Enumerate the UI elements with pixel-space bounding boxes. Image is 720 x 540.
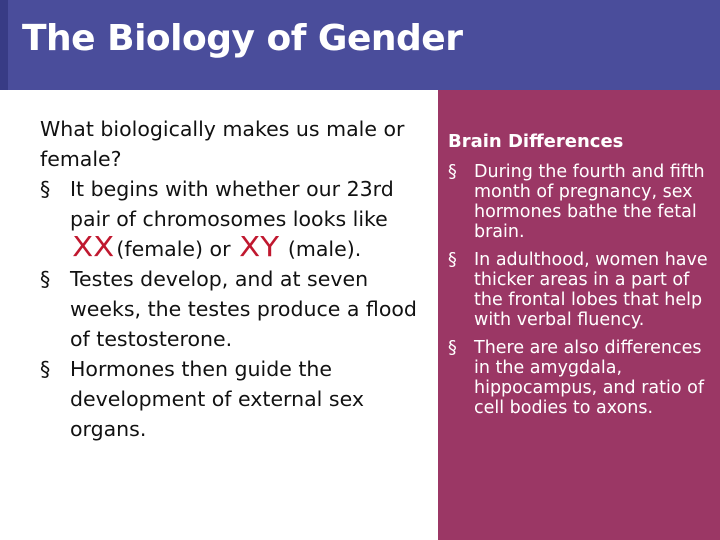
left-content [40, 114, 430, 444]
bullet-text: During the fourth and fifth month of pregnancy, sex hormones bathe the fetal brain. [474, 162, 705, 242]
male-chromosome-glyph: XY [239, 230, 280, 263]
bullet-text: In adulthood, women have thicker areas in a part of the frontal lobes that help with verbal fluency. [474, 250, 708, 330]
bullet-text: It begins with whether our 23rd pair of chromosomes looks like [70, 177, 394, 231]
bullet-marker: § [448, 162, 457, 182]
brain-differences-content [448, 132, 716, 426]
bullet-hormones [40, 354, 430, 444]
bullet-marker: § [40, 177, 51, 201]
bullet-text: There are also differences in the amygdala, hippocampus, and ratio of cell bodies to axons. [474, 338, 704, 418]
bullet-marker: § [448, 250, 457, 270]
title-bar [0, 0, 720, 90]
list-item [448, 162, 716, 242]
bullet-text: Hormones then guide the development of external sex organs. [70, 357, 364, 441]
bullet-chromosomes [40, 174, 430, 264]
female-chromosome-glyph: XX [72, 230, 115, 263]
title-accent-stripe [0, 0, 8, 90]
slide-title: The Biology of Gender [22, 18, 463, 59]
bullet-text: Testes develop, and at seven weeks, the testes produce a flood of testosterone. [70, 267, 417, 351]
intro-question: What biologically makes us male or female? [40, 117, 405, 171]
bullet-marker: § [448, 338, 457, 358]
list-item [448, 250, 716, 330]
bullet-marker: § [40, 357, 51, 381]
female-label: (female) or [116, 237, 231, 261]
brain-differences-heading: Brain Differences [448, 131, 624, 152]
list-item [448, 338, 716, 418]
bullet-marker: § [40, 267, 51, 291]
bullet-testes [40, 264, 430, 354]
male-label: (male). [287, 237, 362, 261]
